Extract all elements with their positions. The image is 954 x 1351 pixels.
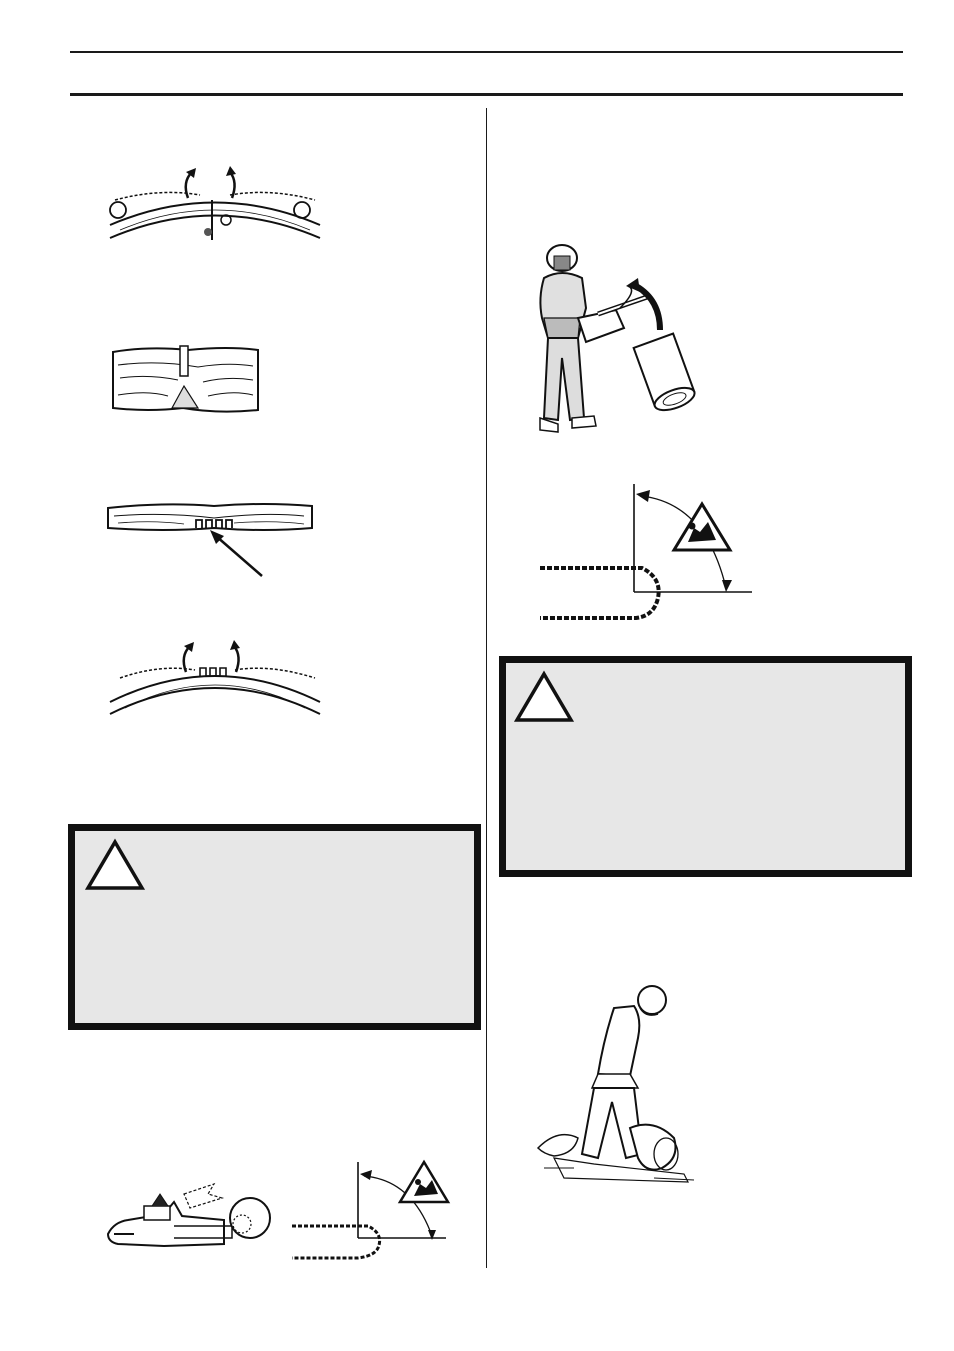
- header-rule-bottom: [70, 93, 903, 96]
- illustration-log-bending-multiple-cuts: [100, 630, 340, 720]
- illustration-kickback-zone-large: [536, 482, 766, 632]
- illustration-log-top-bottom-cut: [108, 340, 268, 420]
- illustration-operator-stance-on-log: [534, 978, 704, 1188]
- warning-box-right: [499, 656, 912, 877]
- illustration-operator-cutting-log: [528, 238, 708, 438]
- illustration-chainsaw-kickback: [104, 1172, 284, 1262]
- illustration-log-supported-both-ends: [100, 160, 340, 250]
- illustration-log-multiple-cuts: [104, 498, 324, 588]
- illustration-kickback-zone-small: [288, 1158, 458, 1268]
- header-rule-top: [70, 51, 903, 53]
- column-divider: [486, 108, 487, 1268]
- warning-triangle-icon: [85, 839, 145, 891]
- warning-triangle-icon: [514, 671, 574, 723]
- warning-box-left: [68, 824, 481, 1030]
